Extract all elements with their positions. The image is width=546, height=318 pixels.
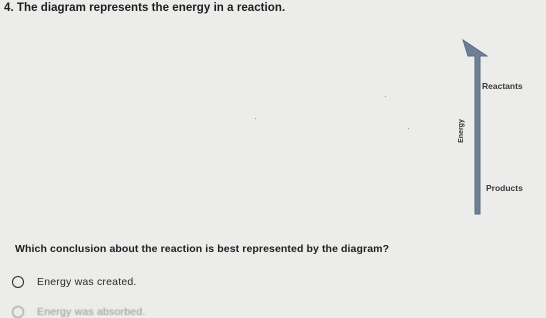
question-prompt: Which conclusion about the reaction is best represented by the diagram? xyxy=(15,243,390,255)
speck xyxy=(385,96,386,97)
speck xyxy=(408,128,409,129)
option-label: Energy was created. xyxy=(37,276,137,288)
question-title: 4. The diagram represents the energy in a reaction. xyxy=(4,2,286,14)
answer-option-a[interactable] xyxy=(12,276,137,288)
energy-axis-label: Energy xyxy=(458,119,465,143)
reactants-label: Reactants xyxy=(482,81,523,91)
option-label: Energy was absorbed. xyxy=(37,306,146,318)
radio-button[interactable] xyxy=(12,276,24,288)
products-label: Products xyxy=(486,183,523,193)
answer-option-b[interactable] xyxy=(12,306,145,318)
speck xyxy=(255,118,256,119)
radio-button[interactable] xyxy=(12,306,24,318)
